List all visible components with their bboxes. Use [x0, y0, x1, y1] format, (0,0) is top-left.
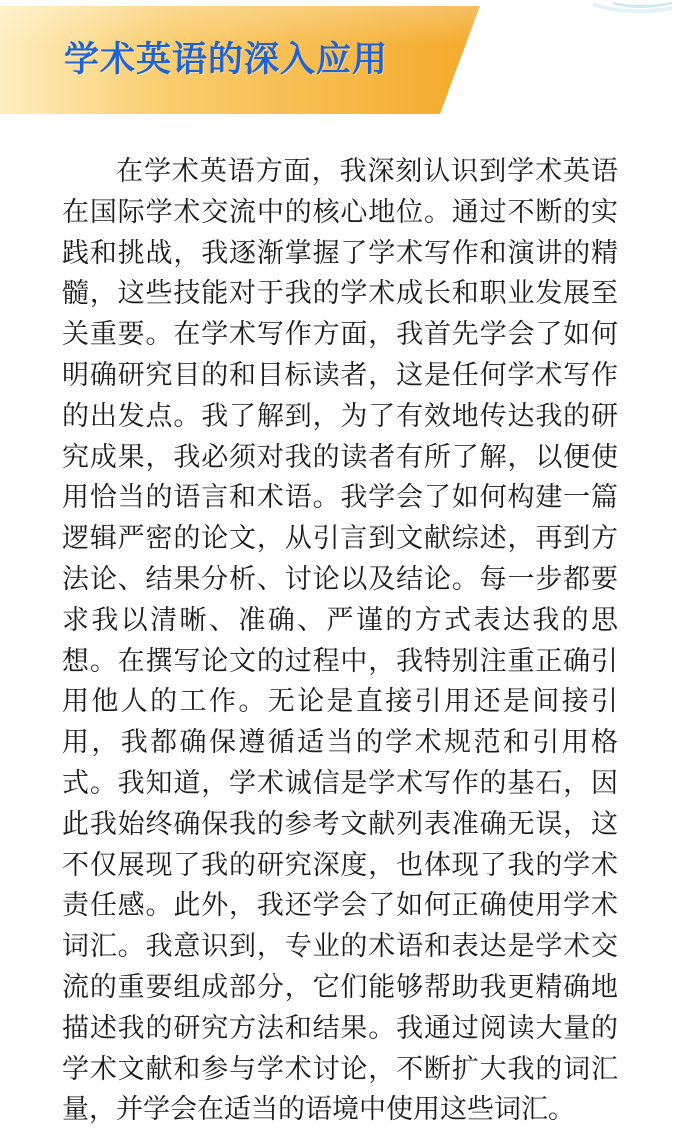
corner-decoration — [584, 0, 674, 18]
section-header-banner — [0, 6, 480, 114]
page-title: 学术英语的深入应用 — [64, 40, 389, 80]
article-paragraph: 在学术英语方面，我深刻认识到学术英语在国际学术交流中的核心地位。通过不断的实践和挑战，我逐渐掌握了学术写作和演讲的精髓，这些技能对于我的学术成长和职业发展至关重要。在学术写作方面，我首先学会了如何明确研究目的和目标读者，这是任何学术写作的出发点。我了解到，为了有效地传达我的研究成果，我必须对我的读者有所了解，以便使用恰当的语言和术语。我学会了如何构建一篇逻辑严密的论文，从引言到文献综述，再到方法论、结果分析、讨论以及结论。每一步都要求我以清晰、准确、严谨的方式表达我的思想。在撰写论文的过程中，我特别注重正确引用他人的工作。无论是直接引用还是间接引用，我都确保遵循适当的学术规范和引用格式。我知道，学术诚信是学术写作的基石，因此我始终确保我的参考文献列表准确无误，这不仅展现了我的研究深度，也体现了我的学术责任感。此外，我还学会了如何正确使用学术词汇。我意识到，专业的术语和表达是学术交流的重要组成部分，它们能够帮助我更精确地描述我的研究方法和结果。我通过阅读大量的学术文献和参与学术讨论，不断扩大我的词汇量，并学会在适当的语境中使用这些词汇。 — [62, 156, 618, 1126]
